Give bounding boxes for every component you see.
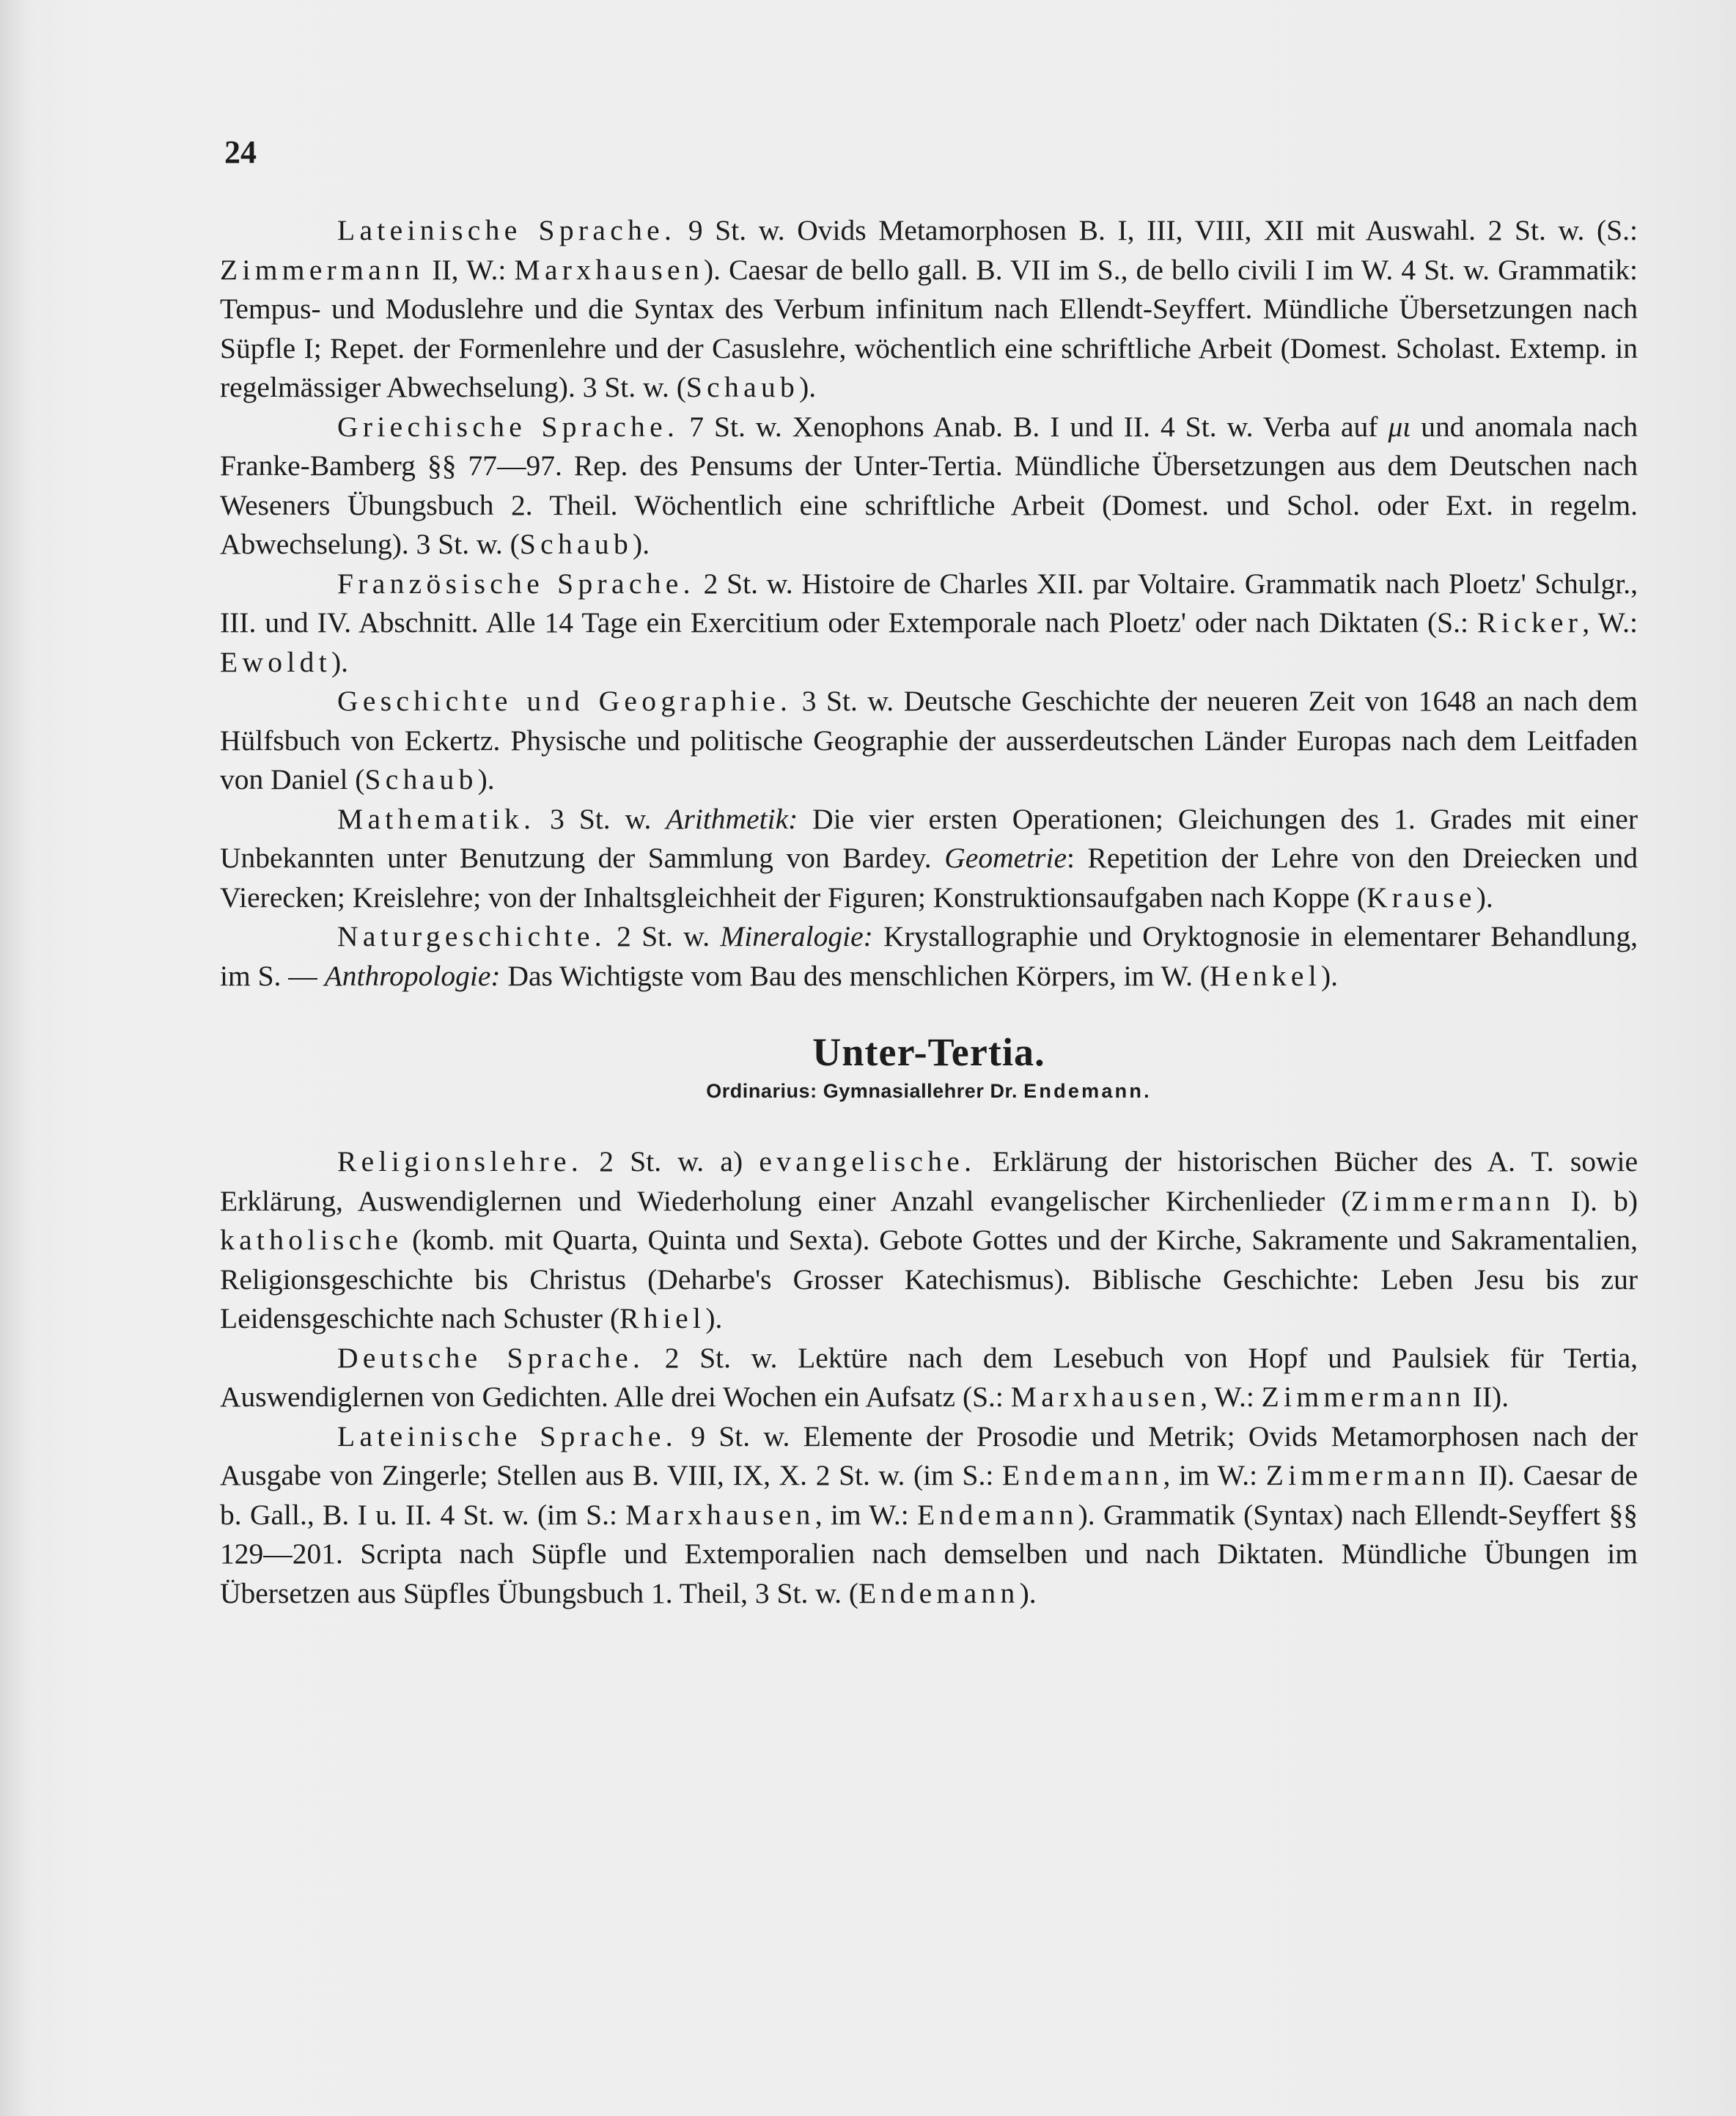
teacher-name: Ewoldt [220, 645, 332, 678]
subject-heading: Geschichte und Geographie. [337, 685, 792, 717]
paragraph-text: Krystallographie und Oryktognosie in elementarer Behandlung, im S. — [220, 920, 1638, 992]
teacher-name: Schaub [364, 763, 478, 796]
paragraph-text: 9 St. w. Ovids Metamorphosen B. I, III, VIII, XII mit Auswahl. 2 St. w. (S.: [676, 214, 1638, 246]
paragraph-text: ). [1476, 881, 1493, 914]
teacher-name: Zimmermann [1265, 1459, 1470, 1491]
paragraph-text: und anomala nach Franke-Bamberg §§ 77—97. Rep. des Pensums der Unter-Tertia. Mündliche Übersetzungen aus dem Deutschen nach Weseners Übungsbuch 2. Theil. Wöchentlich eine schriftliche Arbeit (Domest. und Schol. oder Ext. in regelm. Abwechselung). 3 St. w. ( [220, 410, 1638, 560]
subject-heading: Mathematik. [337, 802, 536, 835]
subject-heading: Religionslehre. [337, 1145, 584, 1178]
subject-paragraph [220, 800, 1638, 918]
subject-paragraph [220, 565, 1638, 683]
paragraph-text: 2 St. w. Histoire de Charles XII. par Voltaire. Grammatik nach Ploetz' Schulgr., III. und IV. Abschnitt. Alle 14 Tage ein Exercitium oder Extemporale nach Ploetz' oder nach Diktaten (S.: [220, 567, 1638, 639]
paragraph-text: ). Grammatik (Syntax) nach Ellendt-Seyffert §§ 129—201. Scripta nach Süpfle und Extemporalien nach demselben und nach Diktaten. Mündliche Übungen im Übersetzen aus Süpfles Übungsbuch 1. Theil, 3 St. w. ( [220, 1498, 1638, 1609]
section-title: Unter-Tertia. [812, 1030, 1045, 1074]
curriculum-lower-section [220, 1142, 1638, 1613]
paragraph-text: μι [1388, 410, 1411, 443]
teacher-name: Ricker [1477, 606, 1583, 639]
teacher-name: Endemann [917, 1498, 1078, 1531]
paragraph-text: 9 St. w. Elemente der Prosodie und Metrik; Ovids Metamorphosen nach der Ausgabe von Zingerle; Stellen aus B. VIII, IX, X. 2 St. w. (im S.: [220, 1419, 1638, 1491]
subject-heading: Deutsche Sprache. [337, 1341, 645, 1374]
paragraph-text: Anthropologie: [324, 959, 501, 992]
teacher-name: Krause [1366, 881, 1476, 914]
ordinarius-label: Ordinarius: Gymnasiallehrer Dr. [706, 1080, 1024, 1102]
teacher-name: Marxhausen [1010, 1381, 1201, 1413]
paragraph-text: II, W.: [424, 253, 515, 286]
teacher-name: katholische [220, 1224, 403, 1256]
paragraph-text: ). [633, 528, 650, 560]
teacher-name: Zimmermann [1350, 1184, 1555, 1217]
curriculum-upper-section [220, 211, 1638, 996]
subject-heading: Naturgeschichte. [337, 920, 606, 952]
section-subtitle [220, 1076, 1638, 1106]
subject-heading: Lateinische Sprache. [337, 1419, 677, 1452]
paragraph-text: II). [1465, 1381, 1509, 1413]
teacher-name: Endemann [1001, 1459, 1163, 1491]
paragraph-text: , im W.: [814, 1498, 918, 1531]
paragraph-text: Erklärung der historischen Bücher des A. T. sowie Erklärung, Auswendiglernen und Wiederholung einer Anzahl evangelischer Kirchenlieder ( [220, 1145, 1638, 1217]
paragraph-text: ). [331, 645, 349, 678]
teacher-name: Rhiel [619, 1302, 706, 1334]
subject-heading: Lateinische Sprache. [337, 214, 677, 246]
subject-paragraph [220, 1339, 1638, 1417]
paragraph-text: ). [1019, 1576, 1037, 1609]
paragraph-text: 7 St. w. Xenophons Anab. B. I und II. 4 St. w. Verba auf [679, 410, 1389, 443]
subject-paragraph [220, 408, 1638, 565]
paragraph-text: Geometrie [944, 842, 1067, 874]
paragraph-text: 3 St. w. Deutsche Geschichte der neueren Zeit von 1648 an nach dem Hülfsbuch von Eckertz. Physische und politische Geographie der ausserdeutschen Länder Europas nach dem Leitfaden von Daniel ( [220, 685, 1638, 796]
paragraph-text: ). [705, 1302, 723, 1334]
paragraph-text: , W.: [1582, 606, 1638, 639]
paragraph-text: , im W.: [1163, 1459, 1266, 1491]
paragraph-text: 3 St. w. [535, 802, 666, 835]
paragraph-text: ). [1321, 959, 1339, 992]
paragraph-text: (komb. mit Quarta, Quinta und Sexta). Gebote Gottes und der Kirche, Sakramente und Sakramentalien, Religionsgeschichte bis Christus (Deharbe's Grosser Katechismus). Biblische Geschichte: Leben Jesu bis zur Leidensgeschichte nach Schuster ( [220, 1224, 1638, 1334]
paragraph-text: Arithmetik: [666, 802, 798, 835]
paragraph-text: 2 St. w. a) [583, 1145, 760, 1178]
paragraph-text: Mineralogie: [720, 920, 873, 952]
teacher-name: Marxhausen [514, 253, 704, 286]
paragraph-text: I). b) [1554, 1184, 1638, 1217]
paragraph-text: ). [799, 371, 817, 403]
subject-paragraph [220, 1417, 1638, 1614]
subject-paragraph [220, 1142, 1638, 1339]
ordinarius-name: Endemann. [1023, 1080, 1152, 1102]
paragraph-text: ). [477, 763, 495, 796]
paragraph-text: II). Caesar de b. Gall., B. I u. II. 4 St. w. (im S.: [220, 1459, 1638, 1531]
paragraph-text: 2 St. w. Lektüre nach dem Lesebuch von Hopf und Paulsiek für Tertia, Auswendiglernen von Gedichten. Alle drei Wochen ein Aufsatz (S.: [220, 1341, 1638, 1413]
teacher-name: Schaub [685, 371, 800, 403]
paragraph-text: , W.: [1200, 1381, 1262, 1413]
subject-heading: Griechische Sprache. [337, 410, 680, 443]
teacher-name: Henkel [1210, 959, 1322, 992]
teacher-name: Schaub [519, 528, 633, 560]
page-number: 24 [224, 134, 257, 170]
teacher-name: Zimmermann [1261, 1381, 1465, 1413]
paragraph-text: 2 St. w. [606, 920, 721, 952]
subject-paragraph [220, 917, 1638, 996]
teacher-name: Marxhausen [625, 1498, 815, 1531]
paragraph-text: Das Wichtigste vom Bau des menschlichen Körpers, im W. ( [500, 959, 1210, 992]
subject-heading: Französische Sprache. [337, 567, 695, 600]
teacher-name: Zimmermann [220, 253, 424, 286]
teacher-name: Endemann [858, 1576, 1020, 1609]
paragraph-text: : Repetition der Lehre von den Dreiecken und Vierecken; Kreislehre; von der Inhaltsgleichheit der Figuren; Konstruktionsaufgaben nach Koppe ( [220, 842, 1638, 914]
subject-paragraph [220, 682, 1638, 800]
subject-paragraph [220, 211, 1638, 408]
document-body [220, 211, 1638, 1613]
teacher-name: evangelische. [759, 1145, 976, 1178]
paragraph-text: Die vier ersten Operationen; Gleichungen des 1. Grades mit einer Unbekannten unter Benutzung der Sammlung von Bardey. [220, 802, 1638, 874]
paragraph-text: ). Caesar de bello gall. B. VII im S., de bello civili I im W. 4 St. w. Grammatik: Tempus- und Moduslehre und die Syntax des Verbum infinitum nach Ellendt-Seyffert. Mündliche Übersetzungen nach Süpfle I; Repet. der Formenlehre und der Casuslehre, wöchentlich eine schriftliche Arbeit (Domest. Scholast. Extemp. in regelmässiger Abwechselung). 3 St. w. ( [220, 253, 1638, 403]
